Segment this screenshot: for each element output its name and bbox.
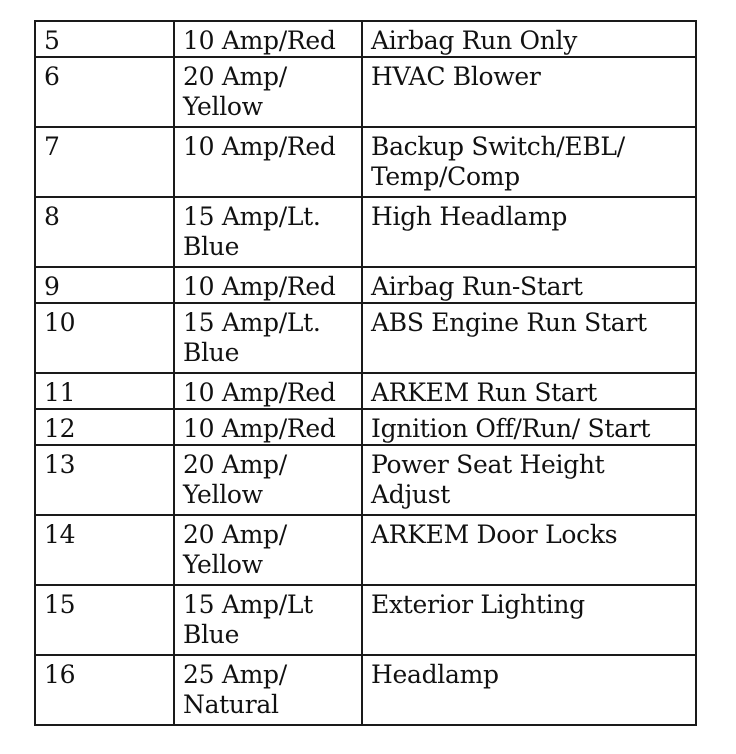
table-row: [35, 409, 696, 445]
fuse-number-cell: 10: [35, 303, 174, 373]
fuse-rating-cell: 10 Amp/Red: [174, 373, 362, 409]
fuse-circuit-cell: Headlamp: [362, 655, 696, 725]
fuse-rating-cell: 15 Amp/Lt. Blue: [174, 197, 362, 267]
fuse-rating-cell: 10 Amp/Red: [174, 127, 362, 197]
table-row: [35, 585, 696, 655]
fuse-number-cell: 8: [35, 197, 174, 267]
fuse-circuit-cell: ARKEM Door Locks: [362, 515, 696, 585]
fuse-number-cell: 6: [35, 57, 174, 127]
fuse-rating-cell: 20 Amp/ Yellow: [174, 57, 362, 127]
fuse-table: [34, 20, 697, 726]
fuse-rating-cell: 10 Amp/Red: [174, 21, 362, 57]
table-row: [35, 127, 696, 197]
fuse-number-cell: 9: [35, 267, 174, 303]
fuse-circuit-cell: Ignition Off/Run/ Start: [362, 409, 696, 445]
fuse-circuit-cell: ABS Engine Run Start: [362, 303, 696, 373]
fuse-number-cell: 14: [35, 515, 174, 585]
table-row: [35, 21, 696, 57]
fuse-number-cell: 5: [35, 21, 174, 57]
table-row: [35, 267, 696, 303]
fuse-circuit-cell: Airbag Run-Start: [362, 267, 696, 303]
fuse-number-cell: 16: [35, 655, 174, 725]
fuse-number-cell: 11: [35, 373, 174, 409]
table-row: [35, 655, 696, 725]
fuse-rating-cell: 25 Amp/ Natural: [174, 655, 362, 725]
table-row: [35, 57, 696, 127]
fuse-rating-cell: 15 Amp/Lt Blue: [174, 585, 362, 655]
fuse-number-cell: 12: [35, 409, 174, 445]
table-row: [35, 515, 696, 585]
fuse-number-cell: 15: [35, 585, 174, 655]
fuse-circuit-cell: HVAC Blower: [362, 57, 696, 127]
fuse-circuit-cell: Backup Switch/EBL/ Temp/Comp: [362, 127, 696, 197]
table-row: [35, 445, 696, 515]
table-row: [35, 373, 696, 409]
fuse-number-cell: 7: [35, 127, 174, 197]
fuse-rating-cell: 15 Amp/Lt. Blue: [174, 303, 362, 373]
table-row: [35, 197, 696, 267]
fuse-rating-cell: 10 Amp/Red: [174, 409, 362, 445]
fuse-rating-cell: 20 Amp/ Yellow: [174, 515, 362, 585]
fuse-rating-cell: 20 Amp/ Yellow: [174, 445, 362, 515]
fuse-circuit-cell: High Headlamp: [362, 197, 696, 267]
fuse-circuit-cell: ARKEM Run Start: [362, 373, 696, 409]
fuse-circuit-cell: Airbag Run Only: [362, 21, 696, 57]
fuse-circuit-cell: Power Seat Height Adjust: [362, 445, 696, 515]
fuse-number-cell: 13: [35, 445, 174, 515]
fuse-rating-cell: 10 Amp/Red: [174, 267, 362, 303]
fuse-circuit-cell: Exterior Lighting: [362, 585, 696, 655]
table-row: [35, 303, 696, 373]
